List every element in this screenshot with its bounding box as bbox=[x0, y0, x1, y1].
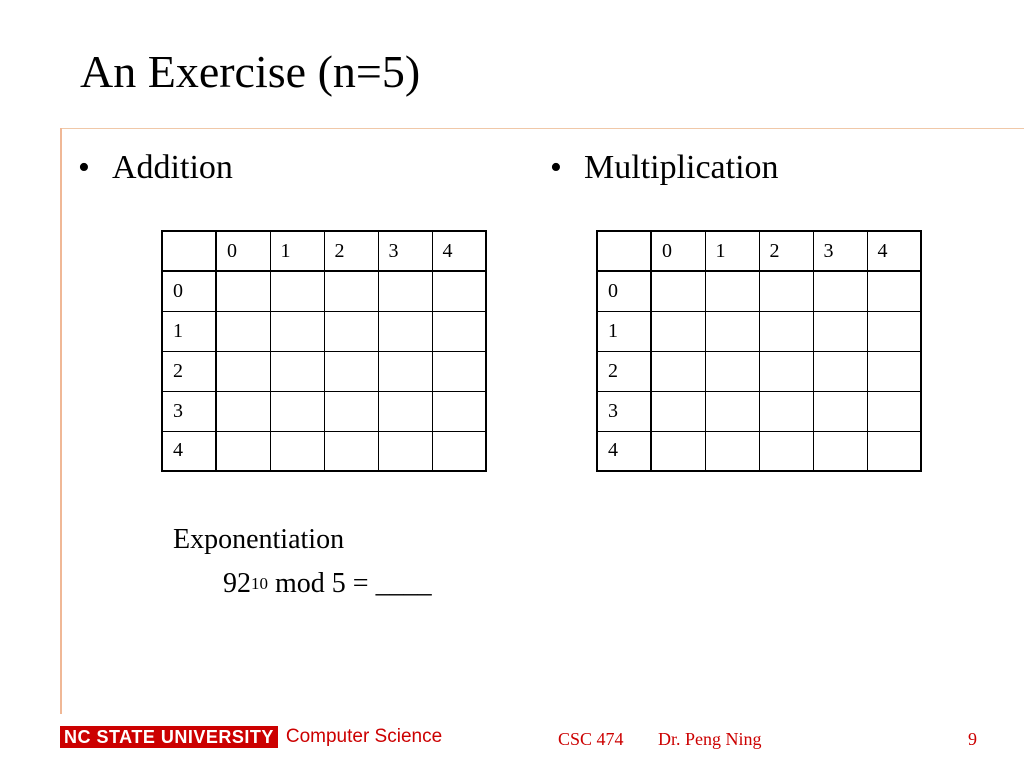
table-row bbox=[162, 431, 486, 471]
table-cell bbox=[813, 391, 867, 431]
table-header-cell: 0 bbox=[651, 231, 705, 271]
table-row bbox=[162, 271, 486, 311]
table-cell bbox=[759, 431, 813, 471]
table-cell bbox=[378, 431, 432, 471]
table-cell bbox=[867, 311, 921, 351]
table-cell bbox=[651, 391, 705, 431]
table-cell bbox=[432, 431, 486, 471]
table-cell bbox=[651, 351, 705, 391]
table-header-cell: 3 bbox=[378, 231, 432, 271]
table-cell bbox=[759, 351, 813, 391]
table-cell bbox=[813, 431, 867, 471]
bullet-dot: • bbox=[550, 149, 562, 186]
table-header-cell: 4 bbox=[162, 431, 216, 471]
table-row bbox=[597, 351, 921, 391]
table-cell bbox=[378, 271, 432, 311]
table-header-cell: 4 bbox=[867, 231, 921, 271]
bullet-multiplication bbox=[550, 148, 779, 188]
table-cell bbox=[216, 391, 270, 431]
table-cell bbox=[867, 391, 921, 431]
addition-label: Addition bbox=[112, 149, 233, 186]
slide-title: An Exercise (n=5) bbox=[80, 46, 421, 97]
table-cell bbox=[270, 271, 324, 311]
table-cell bbox=[651, 311, 705, 351]
table-cell bbox=[705, 391, 759, 431]
table-cell bbox=[216, 271, 270, 311]
expo-base: 92 bbox=[223, 568, 251, 599]
table-cell bbox=[432, 351, 486, 391]
expo-rest: mod 5 = ____ bbox=[268, 568, 432, 599]
table-cell bbox=[813, 271, 867, 311]
table-header-cell: 1 bbox=[597, 311, 651, 351]
table-cell bbox=[270, 391, 324, 431]
table-row bbox=[597, 431, 921, 471]
exponentiation-label: Exponentiation bbox=[173, 524, 345, 555]
table-cell bbox=[432, 391, 486, 431]
table-header-cell: 0 bbox=[162, 271, 216, 311]
table-cell bbox=[216, 431, 270, 471]
table-cell bbox=[432, 311, 486, 351]
department-label: Computer Science bbox=[285, 726, 443, 747]
table-cell bbox=[324, 351, 378, 391]
table-cell bbox=[378, 351, 432, 391]
ncsu-logo: NC STATE UNIVERSITY bbox=[60, 726, 278, 748]
table-cell bbox=[216, 311, 270, 351]
table-cell bbox=[705, 351, 759, 391]
bullet-addition bbox=[78, 148, 233, 188]
table-row bbox=[162, 351, 486, 391]
table-header-cell: 0 bbox=[216, 231, 270, 271]
table-header-cell: 2 bbox=[162, 351, 216, 391]
table-row bbox=[597, 271, 921, 311]
table-cell bbox=[378, 311, 432, 351]
table-cell bbox=[705, 431, 759, 471]
table-cell bbox=[651, 271, 705, 311]
table-header-cell: 2 bbox=[597, 351, 651, 391]
bullet-dot: • bbox=[78, 149, 90, 186]
footer-author: Dr. Peng Ning bbox=[658, 729, 762, 749]
table-cell bbox=[867, 431, 921, 471]
table-cell bbox=[270, 311, 324, 351]
table-cell bbox=[759, 271, 813, 311]
table-header-cell: 2 bbox=[324, 231, 378, 271]
table-header-cell: 1 bbox=[705, 231, 759, 271]
table-header-row bbox=[597, 231, 921, 271]
table-cell bbox=[813, 351, 867, 391]
footer-course: CSC 474 bbox=[558, 729, 624, 749]
table-header-cell: 3 bbox=[597, 391, 651, 431]
table-cell bbox=[705, 271, 759, 311]
table-cell bbox=[378, 391, 432, 431]
table-header-cell: 4 bbox=[432, 231, 486, 271]
title-divider bbox=[60, 128, 1024, 129]
table-cell bbox=[705, 311, 759, 351]
table-cell bbox=[759, 391, 813, 431]
table-row bbox=[162, 311, 486, 351]
table-header-cell: 3 bbox=[813, 231, 867, 271]
multiplication-table bbox=[596, 230, 922, 472]
table-header-cell: 1 bbox=[270, 231, 324, 271]
table-header-cell: 3 bbox=[162, 391, 216, 431]
table-cell bbox=[324, 431, 378, 471]
multiplication-label: Multiplication bbox=[584, 149, 779, 186]
table-header-row bbox=[162, 231, 486, 271]
table-cell bbox=[432, 271, 486, 311]
table-row bbox=[162, 391, 486, 431]
table-header-cell: 1 bbox=[162, 311, 216, 351]
addition-table bbox=[161, 230, 487, 472]
table-row bbox=[597, 391, 921, 431]
table-cell bbox=[324, 271, 378, 311]
table-header-cell: 0 bbox=[597, 271, 651, 311]
expo-exponent: 10 bbox=[251, 574, 268, 593]
table-cell bbox=[324, 311, 378, 351]
exponentiation-expression bbox=[223, 566, 432, 602]
table-header-cell bbox=[162, 231, 216, 271]
page-number: 9 bbox=[968, 729, 977, 749]
table-cell bbox=[867, 351, 921, 391]
table-cell bbox=[813, 311, 867, 351]
table-header-cell: 2 bbox=[759, 231, 813, 271]
table-cell bbox=[867, 271, 921, 311]
table-cell bbox=[216, 351, 270, 391]
table-cell bbox=[759, 311, 813, 351]
table-cell bbox=[651, 431, 705, 471]
left-margin-rule bbox=[60, 128, 62, 714]
table-row bbox=[597, 311, 921, 351]
table-cell bbox=[270, 351, 324, 391]
table-cell bbox=[324, 391, 378, 431]
table-header-cell bbox=[597, 231, 651, 271]
table-header-cell: 4 bbox=[597, 431, 651, 471]
table-cell bbox=[270, 431, 324, 471]
footer-branding bbox=[60, 726, 442, 748]
